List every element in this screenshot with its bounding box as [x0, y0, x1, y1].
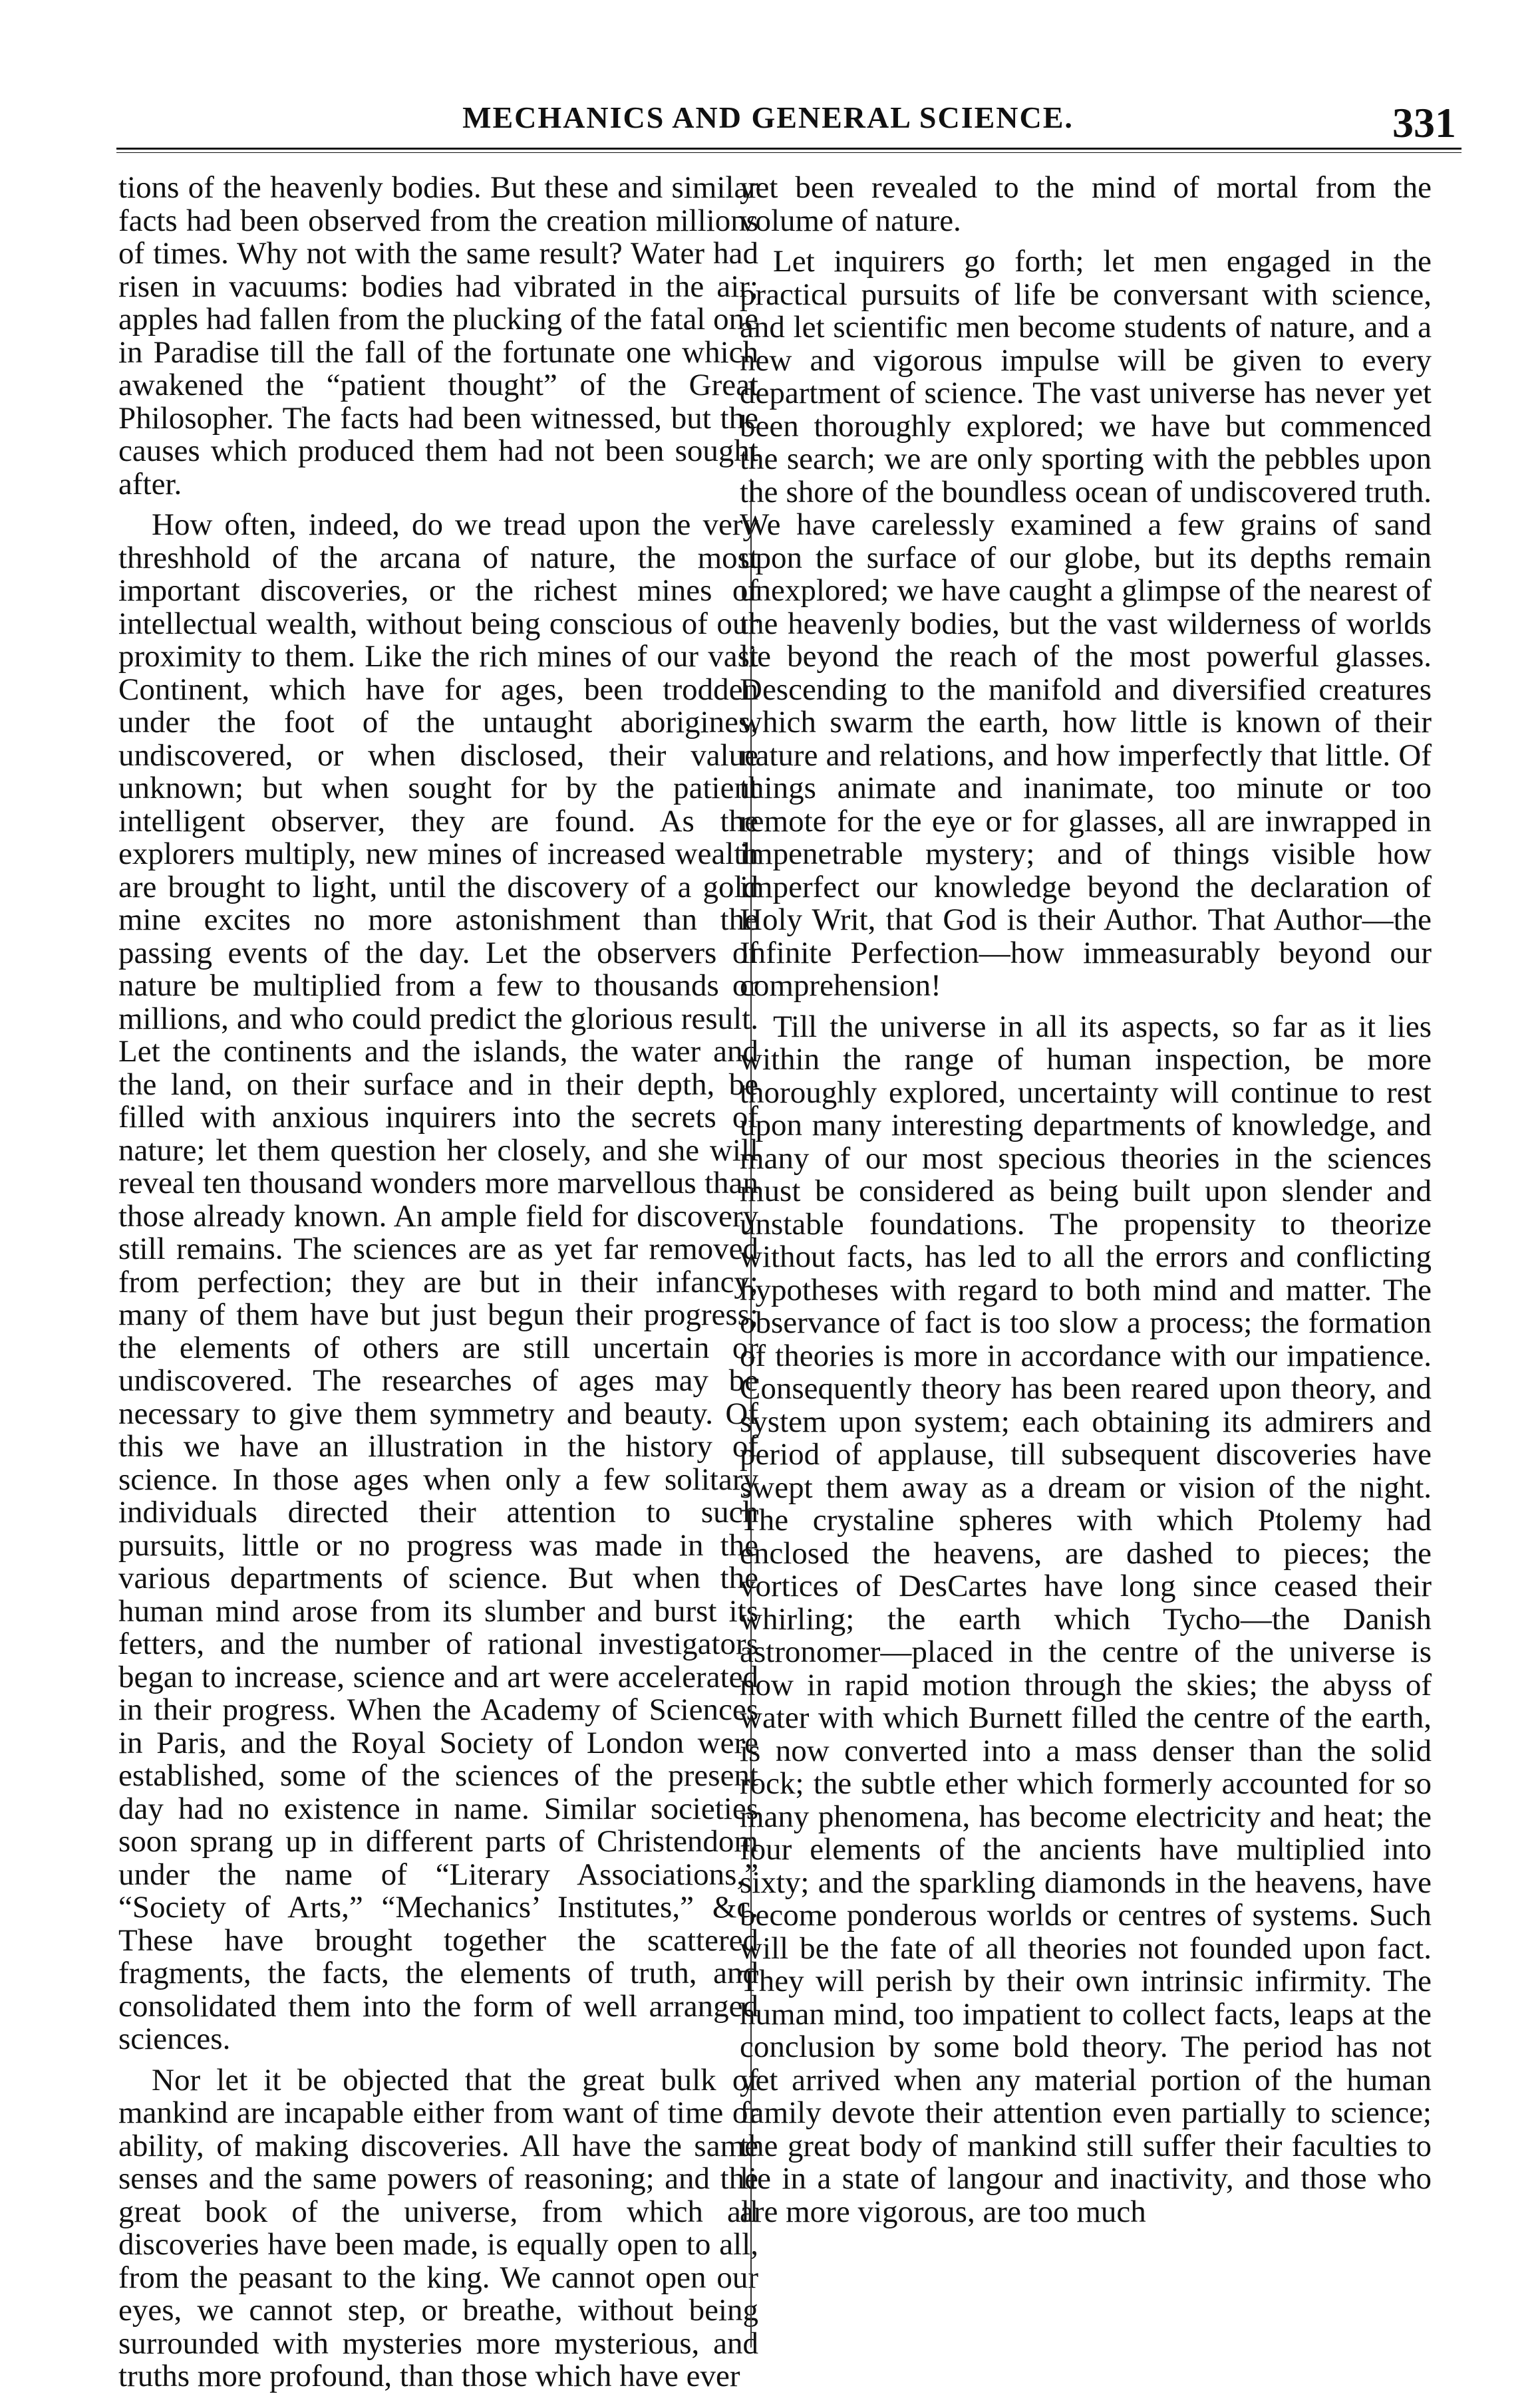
left-column	[118, 172, 758, 2401]
page-number: 331	[1392, 99, 1456, 146]
left-paragraph-1: tions of the heavenly bodies. But these and similar facts had been observed from the creation millions of times. Why not with the same result? Water had risen in vacuums: bodies had vibrated in the air; apples had fallen from the plucking of the fatal one in Paradise till the fall of the fortunate one which awakened the “patient thought” of the Great Philosopher. The facts had been witnessed, but the causes which produced them had not been sought after.	[118, 170, 758, 501]
header-rule	[116, 148, 1461, 153]
left-paragraph-3: Nor let it be objected that the great bulk of mankind are incapable either from want of time or ability, of making discoveries. All have the same senses and the same powers of reasoning; and the great book of the universe, from which all discoveries have been made, is equally open to all, from the peasant to the king. We cannot open our eyes, we cannot step, or breathe, without being surrounded with mysteries more mysterious, and truths more profound, than those which have ever	[118, 2062, 758, 2393]
right-paragraph-1: yet been revealed to the mind of mortal from the volume of nature.	[740, 170, 1432, 238]
right-paragraph-3: Till the universe in all its aspects, so far as it lies within the range of human inspection, be more thoroughly explored, uncertainty will continue to rest upon many interesting departments of knowledge, and many of our most specious theories in the sciences must be considered as being built upon slender and unstable foundations. The propensity to theorize without facts, has led to all the errors and conflicting hypotheses with regard to both mind and matter. The observance of fact is too slow a process; the formation of theories is more in accordance with our impatience. Consequently theory has been reared upon theory, and system upon system; each obtaining its admirers and period of applause, till subsequent discoveries have swept them away as a dream or vision of the night. The crystaline spheres with which Ptolemy had enclosed the heavens, are dashed to pieces; the vortices of DesCartes have long since ceased their whirling; the earth which Tycho—the Danish astronomer—placed in the centre of the universe is now in rapid motion through the skies; the abyss of water with which Burnett filled the centre of the earth, is now converted into a mass denser than the solid rock; the subtle ether which formerly accounted for so many phenomena, has become electricity and heat; the four elements of the ancients have multiplied into sixty; and the sparkling diamonds in the heavens, have become ponderous worlds or centres of systems. Such will be the fate of all theories not founded upon fact. They will perish by their own intrinsic infirmity. The human mind, too impatient to collect facts, leaps at the conclusion by some bold theory. The period has not yet arrived when any material portion of the human family devote their attention even partially to science; the great body of mankind still suffer their faculties to lie in a state of langour and inactivity, and those who are more vigorous, are too much	[740, 1009, 1432, 2229]
left-paragraph-2: How often, indeed, do we tread upon the very threshhold of the arcana of nature, the most important discoveries, or the richest mines of intellectual wealth, without being conscious of our proximity to them. Like the rich mines of our vast Continent, which have for ages, been trodden under the foot of the untaught aborigines, undiscovered, or when disclosed, their value unknown; but when sought for by the patient intelligent observer, they are found. As the explorers multiply, new mines of increased wealth are brought to light, until the discovery of a gold mine excites no more astonishment than the passing events of the day. Let the observers of nature be multiplied from a few to thousands or millions, and who could predict the glorious result. Let the continents and the islands, the water and the land, on their surface and in their depth, be filled with anxious inquirers into the secrets of nature; let them question her closely, and she will reveal ten thousand wonders more marvellous than those already known. An ample field for discovery still remains. The sciences are as yet far removed from perfection; they are but in their infancy; many of them have but just begun their progress; the elements of others are still uncertain or undiscovered. The researches of ages may be necessary to give them symmetry and beauty. Of this we have an illustration in the history of science. In those ages when only a few solitary individuals directed their attention to such pursuits, little or no progress was made in the various departments of science. But when the human mind arose from its slumber and burst its fetters, and the number of rational investigators began to increase, science and art were accelerated in their progress. When the Academy of Sciences in Paris, and the Royal Society of London were established, some of the sciences of the present day had no existence in name. Similar societies soon sprang up in different parts of Christendom under the name of “Literary Associations,” “Society of Arts,” “Mechanics’ Institutes,” &c. These have brought together the scattered fragments, the facts, the elements of truth, and consolidated them into the form of well arranged sciences.	[118, 507, 758, 2056]
right-column	[740, 172, 1432, 2236]
running-header: MECHANICS AND GENERAL SCIENCE.	[462, 100, 1074, 134]
right-paragraph-2: Let inquirers go forth; let men engaged in the practical pursuits of life be conversant with science, and let scientific men become students of nature, and a new and vigorous impulse will be given to every department of science. The vast universe has never yet been thoroughly explored; we have but commenced the search; we are only sporting with the pebbles upon the shore of the boundless ocean of undiscovered truth. We have carelessly examined a few grains of sand upon the surface of our globe, but its depths remain unexplored; we have caught a glimpse of the nearest of the heavenly bodies, but the vast wilderness of worlds lie beyond the reach of the most powerful glasses. Descending to the manifold and diversified creatures which swarm the earth, how little is known of their nature and relations, and how imperfectly that little. Of things animate and inanimate, too minute or too remote for the eye or for glasses, all are inwrapped in impenetrable mystery; and of things visible how imperfect our knowledge beyond the declaration of Holy Writ, that God is their Author. That Author—the Infinite Perfection—how immeasurably beyond our comprehension!	[740, 244, 1432, 1003]
